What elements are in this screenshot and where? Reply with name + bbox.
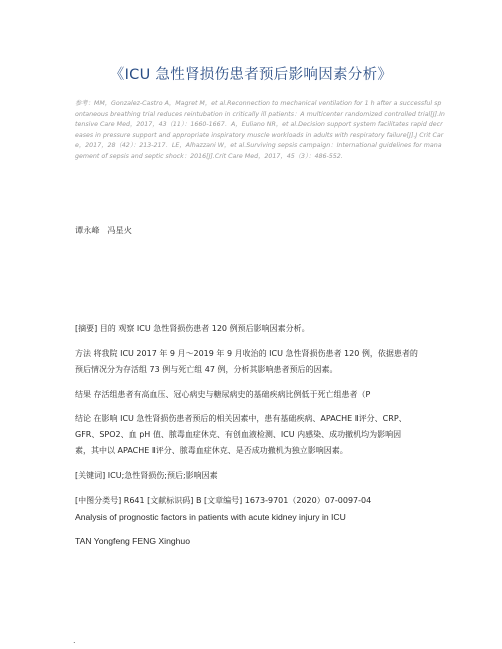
abstract-conclusion-line-3: 素，其中以 APACHE Ⅱ评分、脓毒血症休克、是否成功撤机为独立影响因素。 (75, 446, 348, 455)
abstract-method-line-1: 方法 将我院 ICU 2017 年 9 月～2019 年 9 月收治的 ICU 急性肾损伤患者 120 例，依据患者的 (75, 349, 418, 358)
document-title: 《ICU 急性肾损伤患者预后影响因素分析》 (109, 67, 393, 83)
abstract-conclusion-line-2: GFR、SPO2、血 pH 值、脓毒血症休克、有创血液检测、ICU 内感染、成功撤机均为影响因 (75, 430, 402, 439)
abstract-objective: [摘要] 目的 观察 ICU 急性肾损伤患者 120 例预后影响因素分析。 (75, 324, 310, 333)
author-names: 谭永峰 冯星火 (75, 225, 132, 235)
abstract-method-line-2: 预后情况分为存活组 73 例与死亡组 47 例，分析其影响患者预后的因素。 (75, 365, 338, 374)
footer-mark: . (73, 636, 76, 645)
english-title: Analysis of prognostic factors in patients with acute kidney injury in ICU (75, 512, 346, 522)
abstract-result: 结果 存活组患者有高血压、冠心病史与糖尿病史的基础疾病比例低于死亡组患者（P (75, 390, 371, 399)
english-authors: TAN Yongfeng FENG Xinghuo (75, 536, 190, 546)
keywords-line: [关键词] ICU;急性肾损伤;预后;影响因素 (75, 471, 218, 480)
references-paragraph: 参考：MM，Gonzalez-Castro A，Magret M，et al.Reconnection to mechanical ventilation for 1 h after a successful spontaneous breathing trial reduces reintubation in critically ill patients：A multicenter randomized controlled trial[J].Intensive Care Med，2017，43（11）：1660-1667．A，Euliano NR，et al.Decision support system facilitates rapid decreases in pressure support and appropriate inspiratory muscle workloads in adults with respiratory failure[J].J Crit Care，2017，28（42）：213-217．LE，Alhazzani W，et al.Surviving sepsis campaign：International guidelines for management of sepsis and septic shock：2016[J].Crit Care Med，2017，45（3）：486-552. (75, 100, 445, 160)
abstract-conclusion-line-1: 结论 在影响 ICU 急性肾损伤患者预后的相关因素中，患有基础疾病、APACHE Ⅱ评分、CRP、 (75, 414, 407, 423)
classification-line: [中图分类号] R641 [文献标识码] B [文章编号] 1673-9701（2020）07-0097-04 (75, 496, 372, 505)
